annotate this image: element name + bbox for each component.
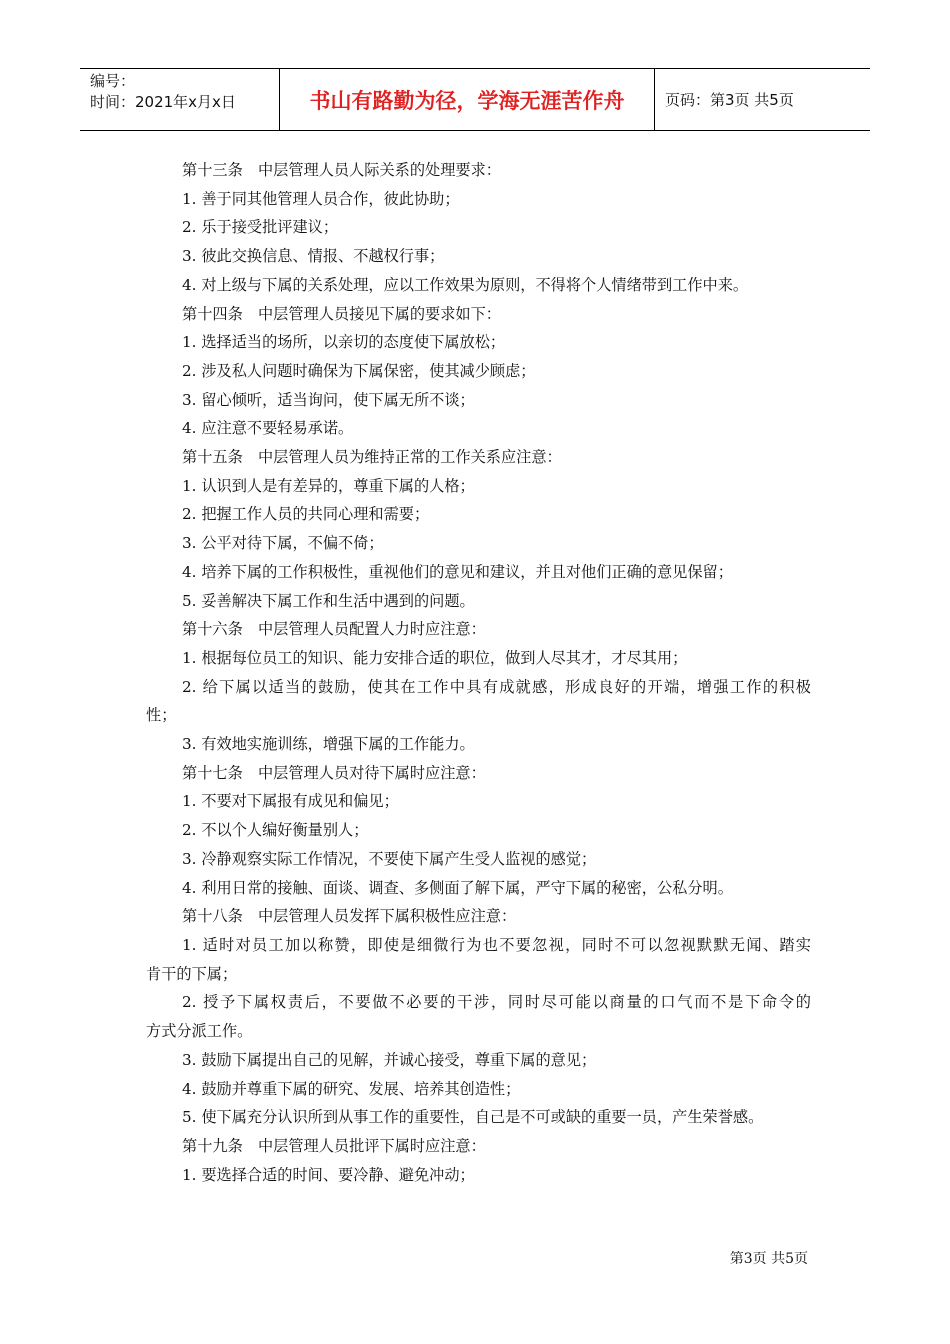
list-item: 5. 使下属充分认识所到从事工作的重要性，自己是不可或缺的重要一员，产生荣誉感。 — [182, 1108, 764, 1127]
list-item: 1. 要选择合适的时间、要冷静、避免冲动； — [182, 1165, 475, 1184]
list-item: 1. 认识到人是有差异的，尊重下属的人格； — [182, 476, 475, 495]
serial-number-label: 编号： — [90, 72, 136, 90]
list-item: 2. 授予下属权责后，不要做不必要的干涉，同时尽可能以商量的口气而不是下命令的 — [182, 993, 811, 1012]
list-item-continuation: 肯干的下属； — [146, 964, 238, 983]
list-item: 2. 涉及私人问题时确保为下属保密，使其减少顾虑； — [182, 361, 536, 380]
list-item: 3. 鼓励下属提出自己的见解，并诚心接受，尊重下属的意见； — [182, 1050, 597, 1069]
list-item: 4. 培养下属的工作积极性，重视他们的意见和建议，并且对他们正确的意见保留； — [182, 562, 733, 581]
header-meta — [80, 69, 280, 130]
document-body — [146, 156, 811, 1189]
list-item: 1. 不要对下属报有成见和偏见； — [182, 792, 399, 811]
list-item: 3. 留心倾听，适当询问，使下属无所不谈； — [182, 390, 475, 409]
article-heading: 第十五条 中层管理人员为维持正常的工作关系应注意： — [182, 448, 562, 467]
list-item: 2. 给下属以适当的鼓励，使其在工作中具有成就感，形成良好的开端，增强工作的积极 — [182, 677, 811, 696]
article-heading: 第十九条 中层管理人员批评下属时应注意： — [182, 1136, 486, 1155]
list-item: 3. 彼此交换信息、情报、不越权行事； — [182, 247, 445, 266]
article-heading: 第十四条 中层管理人员接见下属的要求如下： — [182, 304, 501, 323]
list-item-continuation: 方式分派工作。 — [146, 1022, 253, 1041]
list-item-continuation: 性； — [146, 706, 177, 725]
list-item: 4. 鼓励并尊重下属的研究、发展、培养其创造性； — [182, 1079, 521, 1098]
article-heading: 第十六条 中层管理人员配置人力时应注意： — [182, 620, 486, 639]
header-page-number: 页码：第3页 共5页 — [665, 91, 794, 109]
list-item: 4. 应注意不要轻易承诺。 — [182, 419, 354, 438]
list-item: 4. 对上级与下属的关系处理，应以工作效果为原则，不得将个人情绪带到工作中来。 — [182, 275, 749, 294]
page-footer: 第3页 共5页 — [729, 1251, 808, 1267]
list-item: 1. 善于同其他管理人员合作，彼此协助； — [182, 189, 460, 208]
list-item: 3. 有效地实施训练，增强下属的工作能力。 — [182, 735, 475, 754]
article-heading: 第十八条 中层管理人员发挥下属积极性应注意： — [182, 907, 517, 926]
header-motto: 书山有路勤为径，学海无涯苦作舟 — [280, 69, 655, 130]
list-item: 2. 不以个人编好衡量别人； — [182, 821, 369, 840]
document-header — [80, 68, 870, 131]
list-item: 3. 公平对待下属，不偏不倚； — [182, 534, 384, 553]
article-heading: 第十三条 中层管理人员人际关系的处理要求： — [182, 161, 501, 179]
list-item: 4. 利用日常的接触、面谈、调查、多侧面了解下属，严守下属的秘密，公私分明。 — [182, 878, 733, 897]
list-item: 1. 根据每位员工的知识、能力安排合适的职位，做到人尽其才，才尽其用； — [182, 648, 688, 667]
date-label: 时间：2021年x月x日 — [90, 93, 236, 111]
list-item: 1. 适时对员工加以称赞，即使是细微行为也不要忽视，同时不可以忽视默默无闻、踏实 — [182, 935, 811, 954]
list-item: 2. 乐于接受批评建议； — [182, 218, 339, 237]
list-item: 5. 妥善解决下属工作和生活中遇到的问题。 — [182, 591, 475, 610]
list-item: 1. 选择适当的场所，以亲切的态度使下属放松； — [182, 333, 506, 352]
list-item: 3. 冷静观察实际工作情况，不要使下属产生受人监视的感觉； — [182, 849, 597, 868]
article-heading: 第十七条 中层管理人员对待下属时应注意： — [182, 763, 486, 782]
list-item: 2. 把握工作人员的共同心理和需要； — [182, 505, 430, 524]
